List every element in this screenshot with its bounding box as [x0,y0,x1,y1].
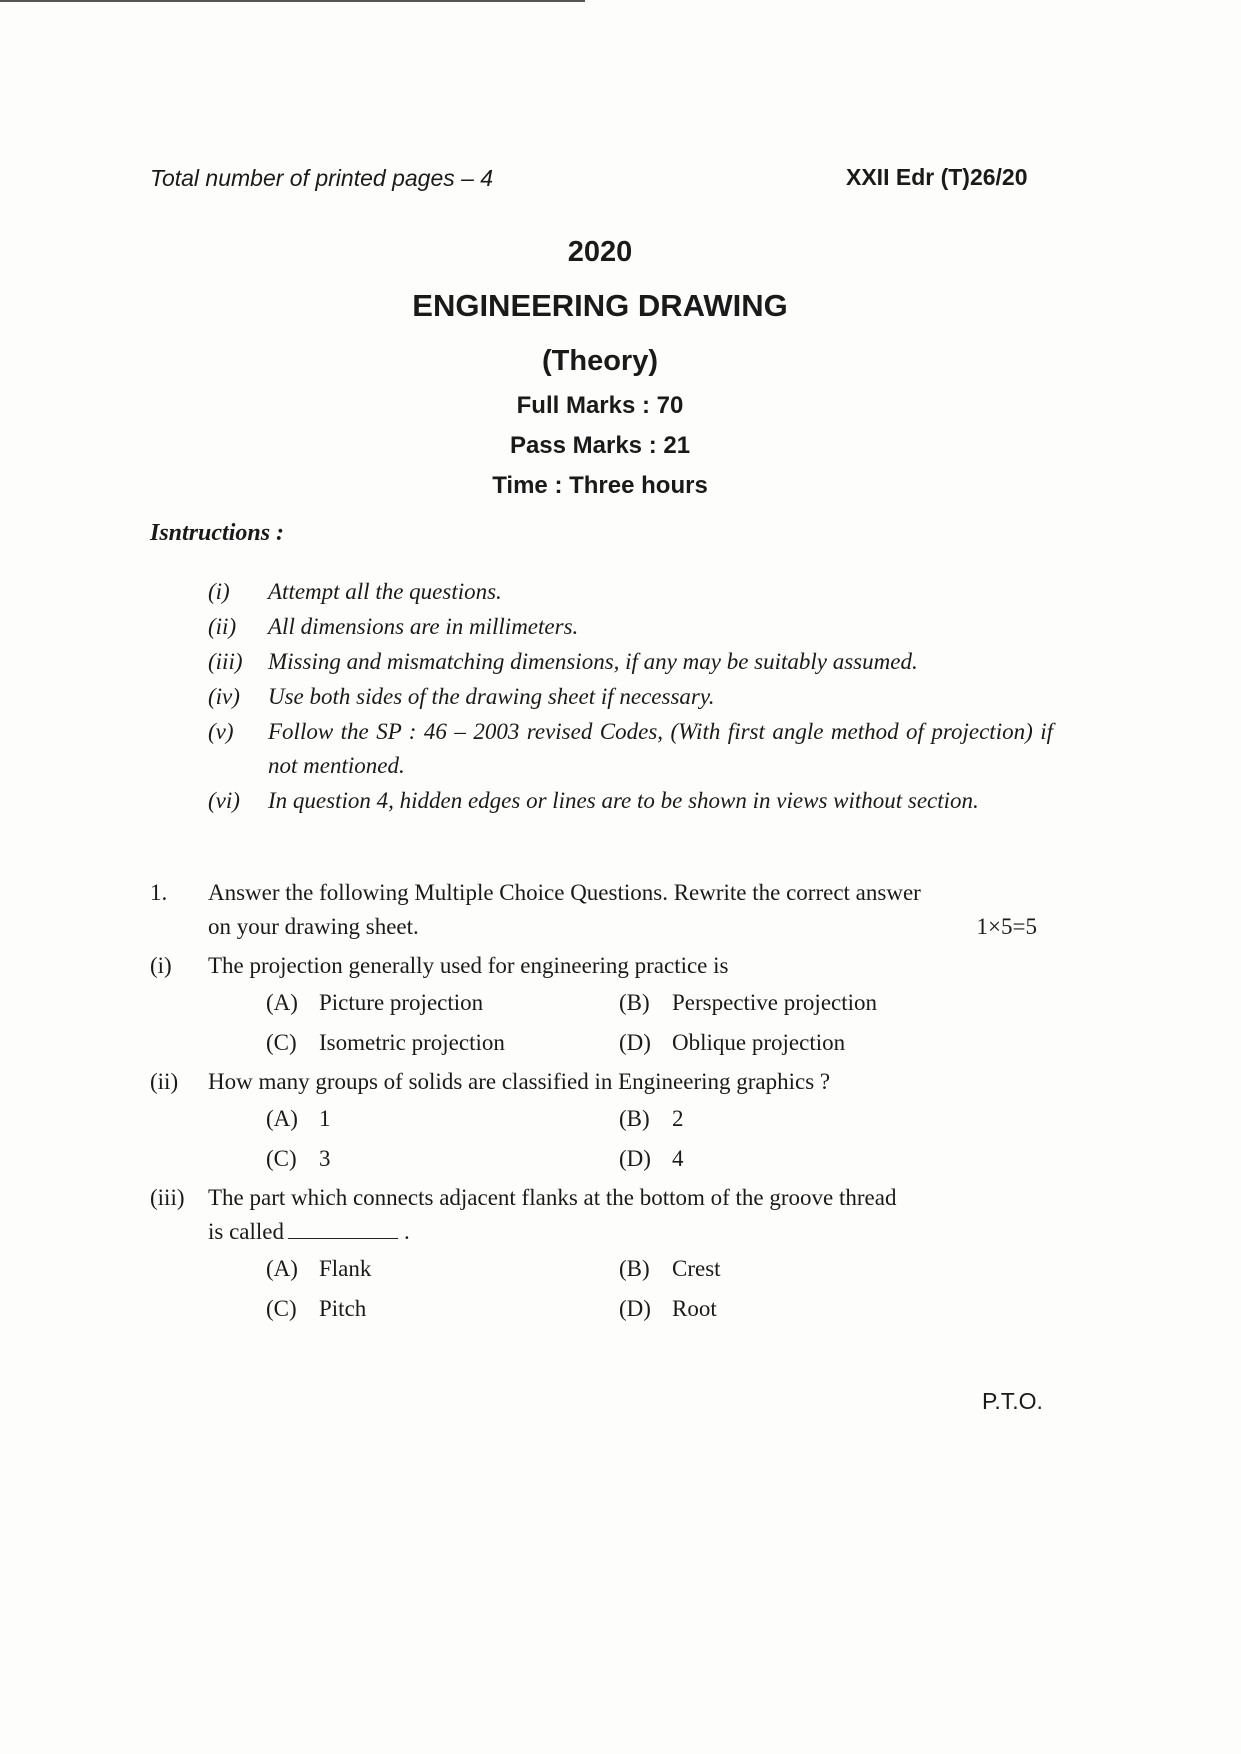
instruction-item [208,575,1053,609]
sub-question-text: How many groups of solids are classified in Engineering graphics ? [208,1069,831,1094]
option [619,1142,1053,1176]
sub-question-text: The part which connects adjacent flanks at the bottom of the groove thread [208,1185,897,1210]
instruction-text: Attempt all the questions. [268,579,502,604]
instruction-item [208,680,1053,714]
sub-question [150,1181,1053,1249]
instruction-text: In question 4, hidden edges or lines are to be shown in views without section. [268,788,979,813]
instruction-text: All dimensions are in millimeters. [268,614,579,639]
options-grid [266,1252,1053,1326]
paper-code: XXII Edr (T)26/20 [846,164,1028,190]
sub-question-text-line [208,1215,1053,1249]
option [619,986,1053,1020]
pass-marks: Pass Marks : 21 [509,432,691,459]
instruction-number: (vi) [208,788,240,813]
option-text: Picture projection [319,990,484,1015]
option [619,1026,1053,1060]
option-letter: (C) [266,1030,297,1055]
option [619,1252,1053,1286]
instruction-item [208,715,1053,783]
sub-question [150,949,1053,983]
options-grid [266,1102,1053,1176]
option-text: Pitch [319,1296,367,1321]
question-text-marks-line [208,910,1053,944]
option [619,1102,1053,1136]
option-text: Flank [319,1256,372,1281]
option-letter: (A) [266,990,298,1015]
option-text: Root [672,1296,717,1321]
instruction-item [208,645,1053,679]
sub-question-number: (ii) [150,1069,179,1094]
option [266,1102,619,1136]
question-marks: 1×5=5 [976,914,1037,939]
option-letter: (D) [619,1296,651,1321]
subject-title: ENGINEERING DRAWING [412,288,788,323]
sub-question-number: (iii) [150,1185,185,1210]
option [266,1252,619,1286]
option-text: Oblique projection [672,1030,846,1055]
question-body [208,876,1053,944]
instruction-number: (iv) [208,684,240,709]
option [266,1026,619,1060]
sub-question-body [208,1181,1053,1249]
printed-pages-note: Total number of printed pages – 4 [150,165,494,191]
instruction-item [208,784,1053,818]
instruction-number: (i) [208,579,230,604]
sub-question-text-end: . [404,1219,410,1244]
full-marks: Full Marks : 70 [516,392,684,419]
option-letter: (A) [266,1106,298,1131]
option-letter: (B) [619,990,650,1015]
option-letter: (C) [266,1146,297,1171]
answer-blank [288,1218,398,1239]
question-1 [150,876,1053,1326]
instructions-heading: Isntructions : [150,520,285,546]
instructions-list [208,575,1053,819]
option [619,1292,1053,1326]
please-turn-over: P.T.O. [982,1388,1043,1414]
instruction-text: Follow the SP : 46 – 2003 revised Codes, (With first angle method of projection) if not mentioned. [268,719,1053,778]
option-letter: (B) [619,1256,650,1281]
question-1-stem [150,876,1053,944]
sub-question [150,1065,1053,1099]
question-number: 1. [150,880,168,905]
instruction-item [208,610,1053,644]
option-text: 4 [672,1146,684,1171]
paper-type: (Theory) [542,345,658,377]
time-allowed: Time : Three hours [492,472,708,499]
instruction-number: (iii) [208,649,243,674]
option-text: Isometric projection [319,1030,505,1055]
option-text: 3 [319,1146,331,1171]
option-text: 2 [672,1106,684,1131]
option-letter: (C) [266,1296,297,1321]
instruction-number: (ii) [208,614,237,639]
option [266,1142,619,1176]
instruction-text: Missing and mismatching dimensions, if any may be suitably assumed. [268,649,918,674]
sub-question-text: is called [208,1219,284,1244]
question-text-line: Answer the following Multiple Choice Questions. Rewrite the correct answer [208,880,921,905]
option [266,986,619,1020]
options-grid [266,986,1053,1060]
instruction-text: Use both sides of the drawing sheet if necessary. [268,684,715,709]
option-letter: (A) [266,1256,298,1281]
option [266,1292,619,1326]
option-text: 1 [319,1106,331,1131]
option-letter: (D) [619,1030,651,1055]
sub-question-text: The projection generally used for engineering practice is [208,953,729,978]
top-border-line [0,0,585,2]
option-text: Crest [672,1256,721,1281]
instruction-number: (v) [208,719,234,744]
exam-year: 2020 [567,236,633,268]
option-text: Perspective projection [672,990,878,1015]
option-letter: (D) [619,1146,651,1171]
sub-question-number: (i) [150,953,172,978]
question-text-line: on your drawing sheet. [208,914,419,939]
option-letter: (B) [619,1106,650,1131]
